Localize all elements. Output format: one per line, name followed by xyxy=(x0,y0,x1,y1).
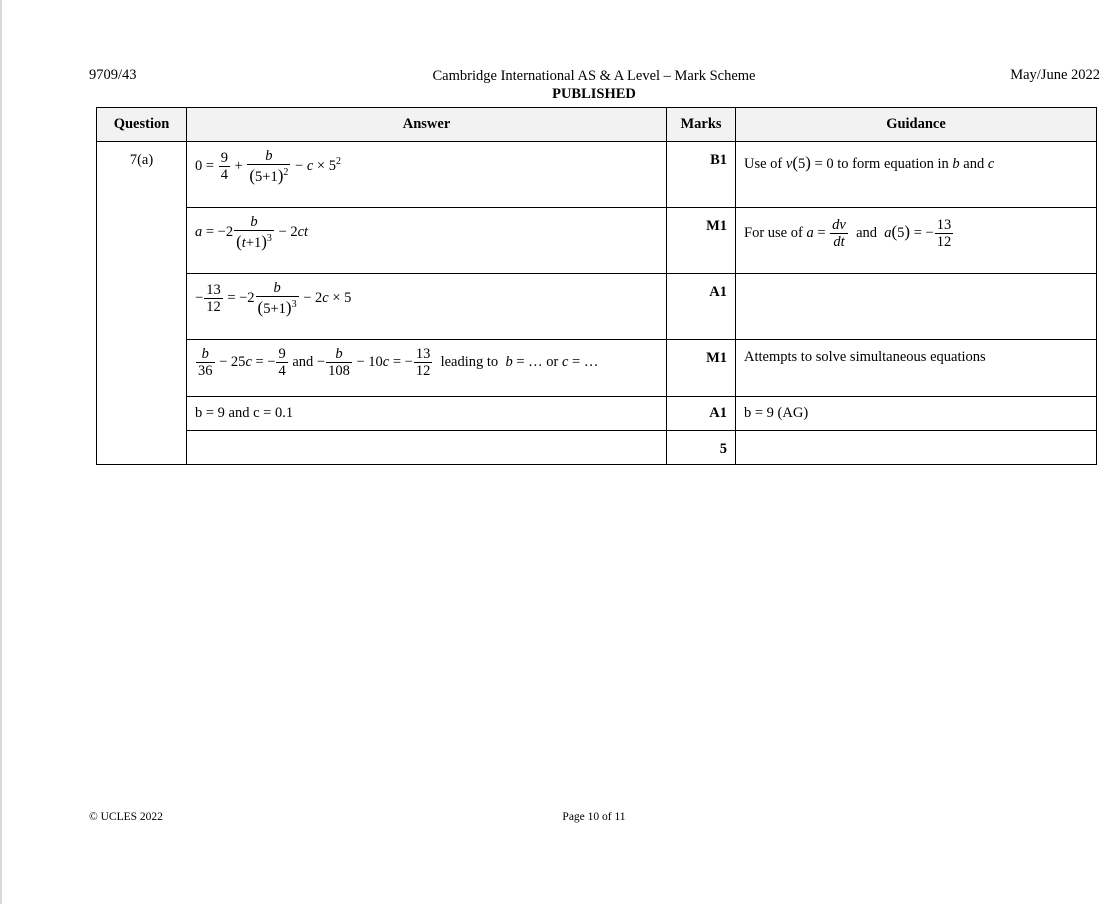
guidance-text: b = 9 (AG) xyxy=(736,397,1097,431)
page-number: Page 10 of 11 xyxy=(562,811,626,823)
guidance-text-part: and xyxy=(856,224,877,241)
mark-code: B1 xyxy=(667,142,736,208)
guidance-text: Attempts to solve simultaneous equations xyxy=(736,340,1097,397)
mark-code: A1 xyxy=(667,274,736,340)
question-number: 7(a) xyxy=(97,142,187,465)
answer-final: b = 9 and c = 0.1 xyxy=(187,397,667,431)
page-left-border xyxy=(0,0,2,904)
table-header-row xyxy=(97,108,1097,142)
guidance-text-part: For use of xyxy=(744,224,803,241)
mark-code: M1 xyxy=(667,208,736,274)
mark-code: M1 xyxy=(667,340,736,397)
table-row xyxy=(97,397,1097,431)
column-header-marks: Marks xyxy=(667,108,736,142)
answer-equation-1 xyxy=(187,142,667,208)
guidance-text-part: to form equation in xyxy=(837,156,949,172)
published-label: PUBLISHED xyxy=(552,86,636,102)
equation: a = −2 $\frac{b}{(t+1)^3}$ − 2ct xyxy=(195,214,309,251)
copyright: © UCLES 2022 xyxy=(89,811,163,823)
column-header-question: Question xyxy=(97,108,187,142)
answer-text-part: or xyxy=(546,353,559,370)
guidance-text: Use of v(5) = 0 to form equation in b and c xyxy=(736,142,1097,208)
equation: $\frac{b}{36}$ − 25c = − $\frac{9}{4}$ and − $\frac{b}{108}$ − 10c = − $\frac{13}{12}$ leading to b = … or c = … xyxy=(198,346,599,379)
equation: 0 = $\frac{9}{4}$ + $\frac{b}{(5+1)^2}$ − $c \times 5^2$ xyxy=(195,148,341,185)
guidance-text-part: Use of xyxy=(744,156,783,172)
answer-text-part: leading to xyxy=(440,353,499,370)
mark-code: A1 xyxy=(667,397,736,431)
table-row xyxy=(97,274,1097,340)
guidance-empty xyxy=(736,274,1097,340)
document-title: Cambridge International AS & A Level – Mark Scheme xyxy=(432,68,756,84)
guidance-text-part: and xyxy=(963,156,985,172)
document-title-block xyxy=(433,67,756,103)
answer-empty xyxy=(187,431,667,465)
total-marks: 5 xyxy=(667,431,736,465)
guidance-text: For use of a = $\frac{dv}{dt}$ and a(5) = − $\frac{13}{12}$ xyxy=(736,208,1097,274)
answer-equation-4 xyxy=(187,340,667,397)
answer-equation-2 xyxy=(187,208,667,274)
table-row xyxy=(97,208,1097,274)
guidance-empty xyxy=(736,431,1097,465)
mark-scheme-table xyxy=(96,107,1097,465)
guidance-var: c xyxy=(987,156,995,172)
table-row xyxy=(97,142,1097,208)
column-header-guidance: Guidance xyxy=(736,108,1097,142)
table-row xyxy=(97,340,1097,397)
equation: − $\frac{13}{12}$ = −2 $\frac{b}{(5+1)^3}$ − 2c × 5 xyxy=(195,280,352,317)
answer-equation-3 xyxy=(187,274,667,340)
guidance-var: b xyxy=(952,156,960,172)
paper-code: 9709/43 xyxy=(89,67,137,83)
column-header-answer: Answer xyxy=(187,108,667,142)
table-row xyxy=(97,431,1097,465)
exam-session: May/June 2022 xyxy=(1010,67,1100,83)
